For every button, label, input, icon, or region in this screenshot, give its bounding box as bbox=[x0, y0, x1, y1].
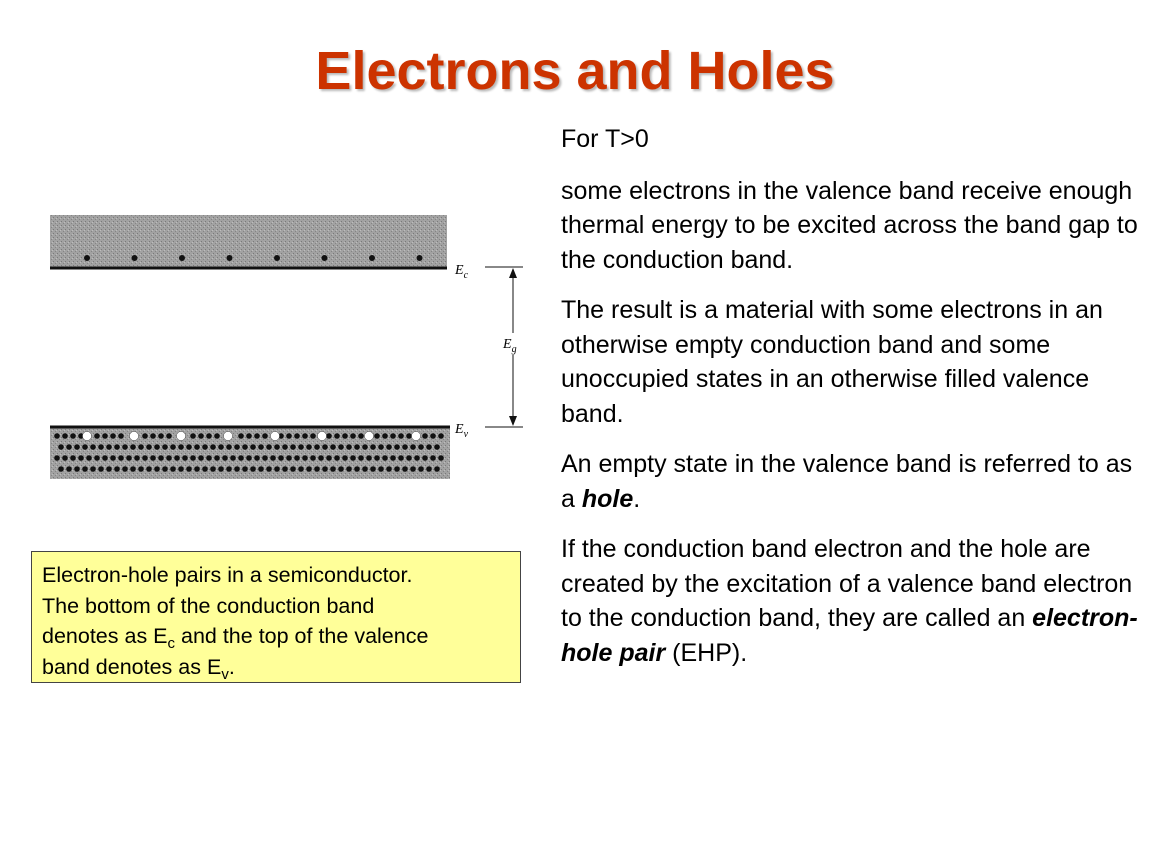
valence-electron bbox=[270, 455, 276, 461]
valence-electron bbox=[422, 455, 428, 461]
conduction-electron bbox=[274, 255, 280, 261]
valence-electron bbox=[358, 433, 364, 439]
ec-label: $E_c$ bbox=[455, 263, 469, 281]
valence-electron bbox=[58, 466, 64, 472]
valence-electron bbox=[234, 466, 240, 472]
valence-electron bbox=[434, 466, 440, 472]
valence-electron bbox=[86, 455, 92, 461]
valence-electron bbox=[70, 433, 76, 439]
valence-electron bbox=[330, 444, 336, 450]
valence-electron bbox=[202, 444, 208, 450]
valence-electron bbox=[318, 455, 324, 461]
valence-electron bbox=[394, 444, 400, 450]
valence-electron bbox=[362, 444, 368, 450]
valence-electron bbox=[434, 444, 440, 450]
valence-hole bbox=[412, 432, 421, 441]
conduction-electron bbox=[227, 255, 233, 261]
valence-electron bbox=[254, 455, 260, 461]
valence-electron bbox=[266, 466, 272, 472]
valence-electron bbox=[250, 444, 256, 450]
valence-hole bbox=[365, 432, 374, 441]
valence-electron bbox=[342, 433, 348, 439]
valence-electron bbox=[330, 466, 336, 472]
valence-electron bbox=[210, 444, 216, 450]
valence-electron bbox=[346, 466, 352, 472]
valence-hole bbox=[224, 432, 233, 441]
valence-electron bbox=[290, 444, 296, 450]
valence-electron bbox=[362, 466, 368, 472]
paragraph-result: The result is a material with some electrons in an otherwise empty conduction band and some unoccupied states in an otherwise filled valence band. bbox=[561, 296, 1103, 428]
valence-electron bbox=[314, 444, 320, 450]
valence-electron bbox=[214, 455, 220, 461]
conduction-band bbox=[50, 215, 447, 267]
valence-electron bbox=[170, 444, 176, 450]
eg-arrow-up-head bbox=[509, 268, 517, 278]
valence-electron bbox=[210, 466, 216, 472]
valence-hole bbox=[83, 432, 92, 441]
valence-electron bbox=[198, 455, 204, 461]
valence-electron bbox=[322, 466, 328, 472]
valence-electron bbox=[102, 455, 108, 461]
eg-arrow-down-head bbox=[509, 416, 517, 426]
valence-electron bbox=[122, 444, 128, 450]
conduction-electron bbox=[179, 255, 185, 261]
valence-electron bbox=[406, 455, 412, 461]
valence-electron bbox=[254, 433, 260, 439]
valence-electron bbox=[298, 444, 304, 450]
valence-electron bbox=[126, 455, 132, 461]
slide-title: Electrons and Holes bbox=[315, 41, 835, 101]
valence-electron bbox=[222, 455, 228, 461]
valence-electron bbox=[158, 455, 164, 461]
valence-electron bbox=[342, 455, 348, 461]
valence-electron bbox=[134, 455, 140, 461]
valence-electron bbox=[62, 433, 68, 439]
valence-electron bbox=[398, 433, 404, 439]
valence-electron bbox=[430, 433, 436, 439]
valence-electron bbox=[138, 466, 144, 472]
valence-electron bbox=[418, 466, 424, 472]
body-text bbox=[561, 122, 1141, 686]
valence-electron bbox=[98, 466, 104, 472]
valence-electron bbox=[190, 433, 196, 439]
valence-electron bbox=[198, 433, 204, 439]
valence-electron bbox=[306, 466, 312, 472]
valence-hole bbox=[271, 432, 280, 441]
valence-electron bbox=[70, 455, 76, 461]
valence-electron bbox=[130, 444, 136, 450]
valence-electron bbox=[74, 444, 80, 450]
valence-electron bbox=[74, 466, 80, 472]
valence-electron bbox=[310, 455, 316, 461]
valence-electron bbox=[190, 455, 196, 461]
valence-electron bbox=[166, 455, 172, 461]
valence-electron bbox=[350, 433, 356, 439]
valence-electron bbox=[170, 466, 176, 472]
valence-electron bbox=[294, 455, 300, 461]
valence-electron bbox=[398, 455, 404, 461]
valence-electron bbox=[218, 466, 224, 472]
valence-electron bbox=[310, 433, 316, 439]
valence-electron bbox=[294, 433, 300, 439]
valence-electron bbox=[98, 444, 104, 450]
valence-electron bbox=[202, 466, 208, 472]
valence-electron bbox=[326, 455, 332, 461]
valence-electron bbox=[142, 455, 148, 461]
paragraph-ehp: If the conduction band electron and the hole are created by the excitation of a valence band electron to the conduction band, they are called an electron-hole pair (EHP). bbox=[561, 535, 1138, 667]
valence-electron bbox=[418, 444, 424, 450]
valence-electron bbox=[286, 455, 292, 461]
valence-electron bbox=[406, 433, 412, 439]
valence-electron bbox=[94, 433, 100, 439]
valence-electron bbox=[390, 433, 396, 439]
valence-electron bbox=[354, 444, 360, 450]
valence-electron bbox=[54, 455, 60, 461]
valence-electron bbox=[238, 455, 244, 461]
valence-electron bbox=[194, 444, 200, 450]
valence-electron bbox=[146, 466, 152, 472]
valence-electron bbox=[150, 455, 156, 461]
valence-electron bbox=[158, 433, 164, 439]
valence-electron bbox=[338, 444, 344, 450]
valence-electron bbox=[370, 466, 376, 472]
valence-electron bbox=[422, 433, 428, 439]
valence-electron bbox=[286, 433, 292, 439]
valence-electron bbox=[194, 466, 200, 472]
valence-electron bbox=[430, 455, 436, 461]
valence-electron bbox=[150, 433, 156, 439]
valence-electron bbox=[154, 444, 160, 450]
valence-electron bbox=[306, 444, 312, 450]
valence-electron bbox=[386, 466, 392, 472]
term-electron-hole-pair: electron-hole pair bbox=[561, 604, 1138, 667]
valence-electron bbox=[382, 433, 388, 439]
valence-electron bbox=[214, 433, 220, 439]
valence-electron bbox=[438, 433, 444, 439]
valence-hole bbox=[318, 432, 327, 441]
valence-electron bbox=[334, 433, 340, 439]
valence-electron bbox=[374, 455, 380, 461]
valence-electron bbox=[246, 455, 252, 461]
valence-electron bbox=[218, 444, 224, 450]
valence-electron bbox=[338, 466, 344, 472]
valence-electron bbox=[354, 466, 360, 472]
valence-electron bbox=[262, 455, 268, 461]
valence-electron bbox=[302, 455, 308, 461]
valence-electron bbox=[226, 444, 232, 450]
valence-electron bbox=[290, 466, 296, 472]
valence-electron bbox=[90, 466, 96, 472]
valence-electron bbox=[402, 444, 408, 450]
valence-electron bbox=[314, 466, 320, 472]
valence-electron bbox=[358, 455, 364, 461]
valence-electron bbox=[278, 455, 284, 461]
term-hole: hole bbox=[581, 484, 634, 513]
valence-electron bbox=[258, 444, 264, 450]
valence-electron bbox=[274, 466, 280, 472]
caption-line-3: denotes as $E_c$ and the top of the valence bbox=[42, 624, 429, 652]
valence-electron bbox=[402, 466, 408, 472]
valence-electron bbox=[322, 444, 328, 450]
paragraph-excitation: some electrons in the valence band receive enough thermal energy to be excited across the band gap to the conduction band. bbox=[561, 176, 1138, 274]
figure-caption bbox=[31, 551, 521, 683]
valence-electron bbox=[66, 466, 72, 472]
valence-electron bbox=[78, 455, 84, 461]
valence-electron bbox=[262, 433, 268, 439]
valence-electron bbox=[114, 466, 120, 472]
valence-electron bbox=[378, 444, 384, 450]
eg-label: $E_g$ bbox=[503, 337, 517, 355]
valence-electron bbox=[66, 444, 72, 450]
valence-electron bbox=[178, 466, 184, 472]
valence-electron bbox=[54, 433, 60, 439]
valence-electron bbox=[146, 444, 152, 450]
caption-line-4: band denotes as $E_v$. bbox=[42, 654, 235, 683]
valence-electron bbox=[334, 455, 340, 461]
valence-electron bbox=[186, 444, 192, 450]
paragraph-hole: An empty state in the valence band is referred to as a hole. bbox=[561, 450, 1133, 513]
valence-electron bbox=[94, 455, 100, 461]
valence-electron bbox=[82, 466, 88, 472]
caption-line-1: Electron-hole pairs in a semiconductor. bbox=[42, 563, 413, 587]
valence-electron bbox=[82, 444, 88, 450]
valence-electron bbox=[174, 455, 180, 461]
valence-electron bbox=[206, 455, 212, 461]
conduction-electron bbox=[132, 255, 138, 261]
valence-electron bbox=[118, 455, 124, 461]
valence-electron bbox=[426, 444, 432, 450]
valence-electron bbox=[118, 433, 124, 439]
valence-hole bbox=[177, 432, 186, 441]
valence-electron bbox=[246, 433, 252, 439]
valence-electron bbox=[102, 433, 108, 439]
valence-electron bbox=[274, 444, 280, 450]
valence-electron bbox=[62, 455, 68, 461]
valence-electron bbox=[238, 433, 244, 439]
valence-electron bbox=[258, 466, 264, 472]
valence-electron bbox=[266, 444, 272, 450]
conduction-electron bbox=[84, 255, 90, 261]
valence-electron bbox=[106, 466, 112, 472]
valence-electron bbox=[374, 433, 380, 439]
valence-electron bbox=[378, 466, 384, 472]
valence-electron bbox=[350, 455, 356, 461]
valence-electron bbox=[138, 444, 144, 450]
valence-electron bbox=[242, 444, 248, 450]
valence-electron bbox=[106, 444, 112, 450]
valence-electron bbox=[154, 466, 160, 472]
conduction-electron bbox=[369, 255, 375, 261]
band-diagram bbox=[25, 205, 530, 495]
valence-electron bbox=[298, 466, 304, 472]
conduction-electron bbox=[417, 255, 423, 261]
valence-electron bbox=[114, 444, 120, 450]
valence-electron bbox=[426, 466, 432, 472]
valence-electron bbox=[142, 433, 148, 439]
valence-electron bbox=[282, 444, 288, 450]
valence-electron bbox=[410, 444, 416, 450]
valence-electron bbox=[326, 433, 332, 439]
valence-electron bbox=[110, 455, 116, 461]
valence-electron bbox=[130, 466, 136, 472]
valence-electron bbox=[382, 455, 388, 461]
valence-electron bbox=[250, 466, 256, 472]
conduction-electron bbox=[322, 255, 328, 261]
valence-electron bbox=[282, 466, 288, 472]
valence-electron bbox=[390, 455, 396, 461]
valence-electron bbox=[410, 466, 416, 472]
valence-electron bbox=[58, 444, 64, 450]
valence-electron bbox=[90, 444, 96, 450]
ev-label: $E_v$ bbox=[455, 422, 469, 440]
valence-electron bbox=[162, 444, 168, 450]
valence-electron bbox=[346, 444, 352, 450]
paragraph-condition: For T>0 bbox=[561, 125, 649, 153]
valence-electron bbox=[162, 466, 168, 472]
valence-electron bbox=[166, 433, 172, 439]
valence-hole bbox=[130, 432, 139, 441]
valence-electron bbox=[186, 466, 192, 472]
valence-electron bbox=[394, 466, 400, 472]
valence-electron bbox=[122, 466, 128, 472]
valence-electron bbox=[242, 466, 248, 472]
valence-electron bbox=[438, 455, 444, 461]
valence-electron bbox=[370, 444, 376, 450]
valence-electron bbox=[230, 455, 236, 461]
valence-electron bbox=[178, 444, 184, 450]
valence-electron bbox=[234, 444, 240, 450]
caption-line-2: The bottom of the conduction band bbox=[42, 593, 375, 618]
valence-electron bbox=[182, 455, 188, 461]
valence-electron bbox=[302, 433, 308, 439]
valence-electron bbox=[386, 444, 392, 450]
valence-electron bbox=[226, 466, 232, 472]
valence-electron bbox=[414, 455, 420, 461]
valence-electron bbox=[206, 433, 212, 439]
valence-electron bbox=[366, 455, 372, 461]
valence-electron bbox=[110, 433, 116, 439]
